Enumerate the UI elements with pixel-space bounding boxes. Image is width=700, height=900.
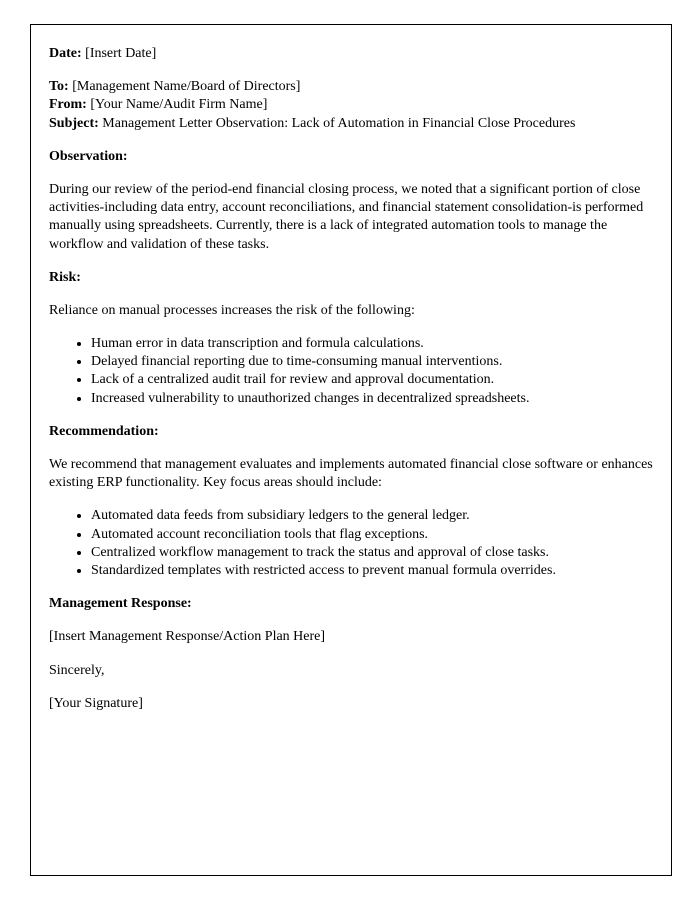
- recommendation-heading: Recommendation:: [49, 423, 159, 439]
- recommendation-intro: We recommend that management evaluates and implements automated financial close software or enhances existing ERP functionality. Key focus areas should include:: [49, 457, 653, 491]
- from-label: From:: [49, 97, 87, 113]
- observation-body: During our review of the period-end financial closing process, we noted that a significant portion of close activities-including data entry, account reconciliations, and financial statement consolidation-is performed manually using spreadsheets. Currently, there is a lack of integrated automation tools to manage the workflow and validation of these tasks.: [49, 181, 644, 252]
- observation-heading: Observation:: [49, 148, 128, 164]
- recommendation-item: • Centralized workflow management to track the status and approval of close tasks.: [91, 544, 653, 562]
- risk-item: • Lack of a centralized audit trail for review and approval documentation.: [91, 371, 653, 389]
- risk-item: • Delayed financial reporting due to time-consuming manual interventions.: [91, 353, 653, 371]
- from-line: [49, 96, 653, 114]
- risk-item: • Human error in data transcription and formula calculations.: [91, 335, 653, 353]
- from-value: [Your Name/Audit Firm Name]: [90, 97, 268, 113]
- recommendation-item: • Automated account reconciliation tools that flag exceptions.: [91, 526, 653, 544]
- management-response-value: [Insert Management Response/Action Plan Here]: [49, 629, 326, 645]
- signature-line: [Your Signature]: [49, 695, 143, 711]
- subject-line: [49, 115, 653, 133]
- to-value: [Management Name/Board of Directors]: [72, 79, 301, 95]
- risk-heading: Risk:: [49, 269, 81, 285]
- management-response-heading: Management Response:: [49, 596, 192, 612]
- subject-value: Management Letter Observation: Lack of Automation in Financial Close Procedures: [102, 115, 576, 131]
- risk-item: • Increased vulnerability to unauthorized changes in decentralized spreadsheets.: [91, 390, 653, 408]
- letter-page: [30, 24, 672, 876]
- subject-label: Subject:: [49, 115, 99, 131]
- date-label: Date:: [49, 46, 82, 61]
- address-block: [49, 78, 653, 133]
- recommendation-item: • Automated data feeds from subsidiary ledgers to the general ledger.: [91, 507, 653, 525]
- date-line: [49, 45, 653, 63]
- risk-intro: Reliance on manual processes increases the risk of the following:: [49, 302, 415, 318]
- date-value: [Insert Date]: [85, 46, 157, 61]
- to-line: [49, 78, 653, 96]
- recommendation-list: [49, 507, 653, 580]
- recommendation-item: • Standardized templates with restricted access to prevent manual formula overrides.: [91, 562, 653, 580]
- closing-line: Sincerely,: [49, 662, 105, 678]
- to-label: To:: [49, 79, 69, 95]
- risk-list: [49, 335, 653, 408]
